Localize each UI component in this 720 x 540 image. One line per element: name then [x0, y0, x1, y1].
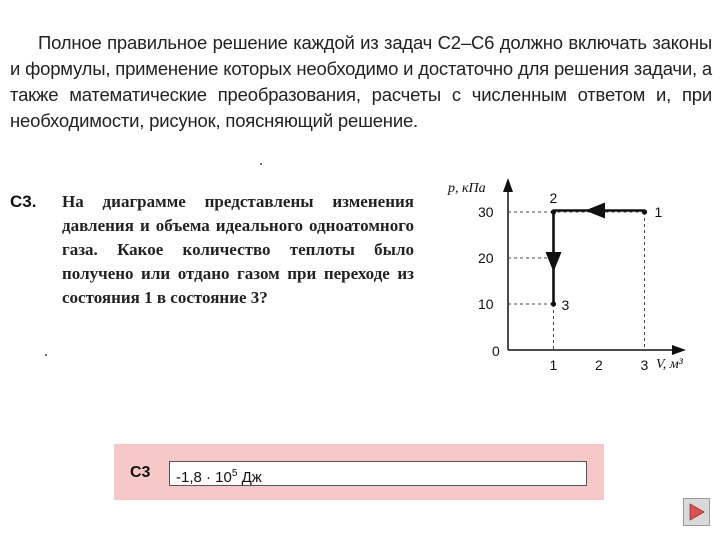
x-axis-label: V, м³ — [656, 357, 683, 372]
scan-speck — [260, 163, 262, 165]
answer-label: С3 — [130, 464, 151, 481]
next-slide-button[interactable] — [683, 498, 710, 526]
process-path — [554, 211, 645, 305]
state-points — [550, 190, 663, 313]
x-tick-label: 1 — [549, 357, 558, 372]
problem-text: На диаграмме представлены изменения давления и объема идеального одноатомного газа. Какое количество теплоты было получено или отдано газом при переходе из состояния 1 в состояние 3? — [62, 192, 414, 307]
state-point-label: 1 — [654, 204, 663, 220]
origin-label: 0 — [492, 343, 500, 359]
play-triangle-icon — [689, 503, 705, 521]
guide-lines — [508, 212, 645, 350]
y-tick-label: 20 — [478, 250, 494, 266]
answer-exponent: 5 — [231, 468, 238, 479]
y-tick-label: 30 — [478, 204, 494, 220]
y-axis-label: p, кПа — [448, 181, 486, 196]
state-point-marker — [551, 301, 556, 306]
state-point-marker — [642, 209, 647, 214]
answer-field — [169, 461, 587, 486]
answer-unit: Дж — [237, 469, 262, 486]
y-axis-arrow-icon — [503, 178, 513, 192]
state-point-label: 2 — [549, 190, 558, 206]
intro-paragraph — [10, 30, 712, 134]
x-axis-arrow-icon — [672, 345, 686, 355]
problem-id: С3. — [10, 192, 37, 211]
pv-diagram — [440, 172, 700, 372]
answer-mantissa: -1,8 · 10 — [176, 469, 232, 486]
intro-text: Полное правильное решение каждой из задач С2–С6 должно включать законы и формулы, применение которых необходимо и достаточно для решения задачи, а также математические преобразования, расчеты с численным ответом и, при необходимости, рисунок, поясняющий решение. — [10, 32, 712, 131]
scan-speck — [45, 354, 47, 356]
y-tick-label: 10 — [478, 296, 494, 312]
state-point-label: 3 — [561, 297, 570, 313]
x-tick-label: 3 — [640, 357, 649, 372]
answer-panel — [114, 444, 604, 500]
x-tick-label: 2 — [595, 357, 603, 372]
state-point-marker — [551, 209, 556, 214]
tick-labels — [478, 204, 649, 372]
